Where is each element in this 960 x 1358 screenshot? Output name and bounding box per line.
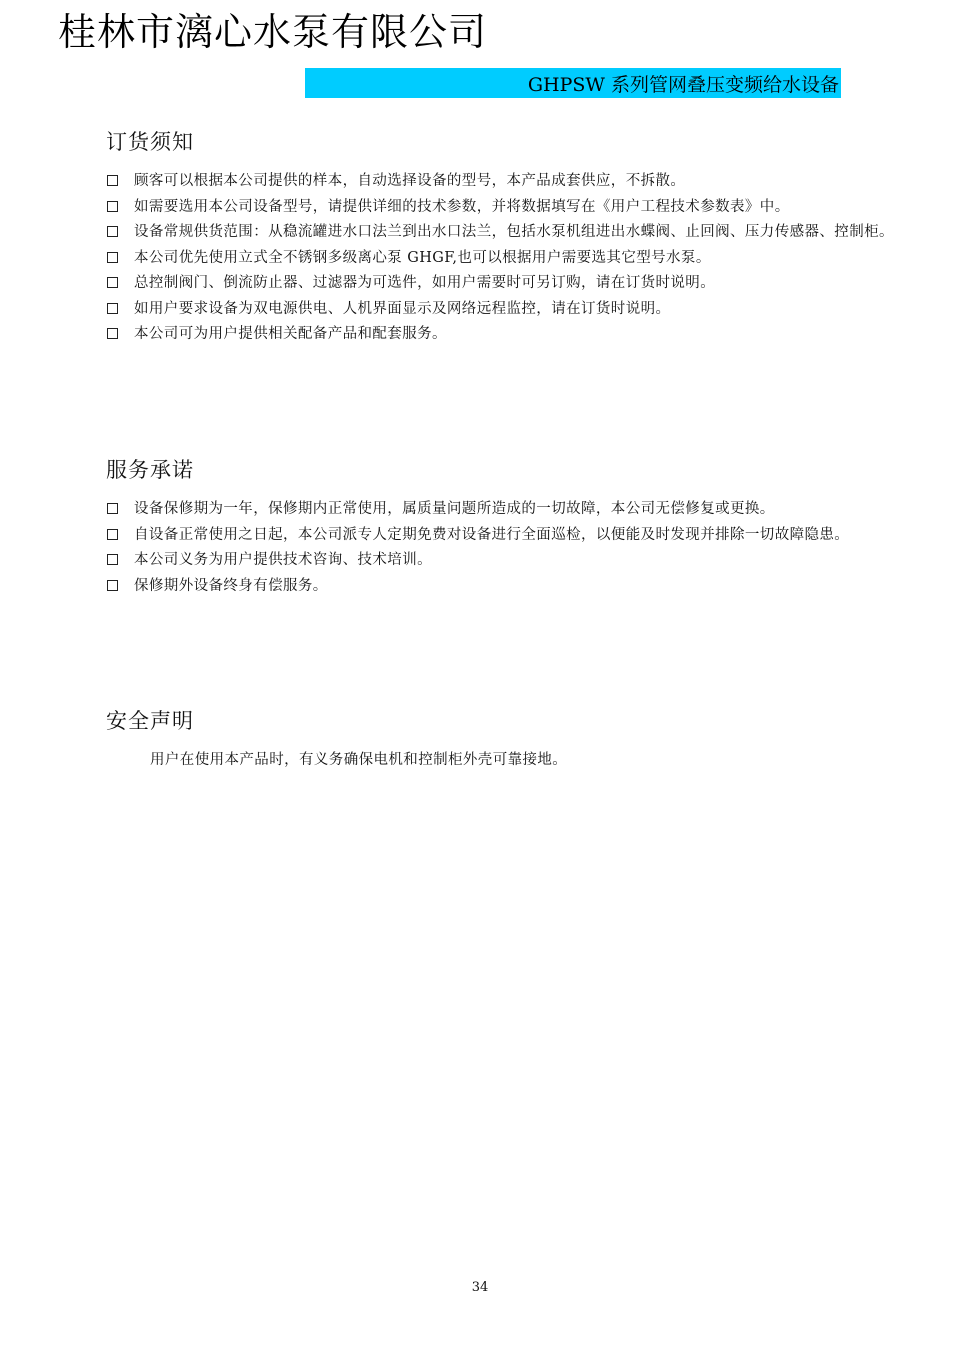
checkbox-bullet-icon <box>107 529 118 540</box>
list-item-text: 自设备正常使用之日起，本公司派专人定期免费对设备进行全面巡检，以便能及时发现并排除一切故障隐患。 <box>134 526 850 543</box>
list-item <box>106 297 906 323</box>
list-item <box>106 195 906 221</box>
ordering-notice-list <box>106 169 906 348</box>
section-title: 服务承诺 <box>106 458 194 482</box>
list-item-text: 总控制阀门、倒流防止器、过滤器为可选件，如用户需要时可另订购，请在订货时说明。 <box>134 275 716 291</box>
list-item <box>106 497 906 523</box>
checkbox-bullet-icon <box>107 503 118 514</box>
safety-statement-section <box>106 706 906 774</box>
checkbox-bullet-icon <box>107 303 118 314</box>
service-commitment-list <box>106 497 906 599</box>
company-name: 桂林市漓心水泵有限公司 <box>58 10 488 54</box>
list-item-text: 设备常规供货范围：从稳流罐进水口法兰到出水口法兰，包括水泵机组进出水蝶阀、止回阀、压力传感器、控制柜。 <box>134 224 894 240</box>
list-item-text: 如需要选用本公司设备型号，请提供详细的技术参数，并将数据填写在《用户工程技术参数表》中。 <box>134 198 790 215</box>
list-item <box>106 220 906 246</box>
product-series-banner: GHPSW 系列管网叠压变频给水设备 <box>305 68 841 98</box>
list-item <box>106 548 906 574</box>
checkbox-bullet-icon <box>107 226 118 237</box>
list-item <box>106 322 906 348</box>
service-commitment-section <box>106 455 906 599</box>
page-number: 34 <box>471 1280 489 1295</box>
list-item-text: 本公司义务为用户提供技术咨询、技术培训。 <box>134 552 432 568</box>
checkbox-bullet-icon <box>107 277 118 288</box>
checkbox-bullet-icon <box>107 328 118 339</box>
section-title: 安全声明 <box>106 709 194 733</box>
checkbox-bullet-icon <box>107 201 118 212</box>
list-item-text: 本公司可为用户提供相关配备产品和配套服务。 <box>134 326 447 342</box>
checkbox-bullet-icon <box>107 554 118 565</box>
checkbox-bullet-icon <box>107 175 118 186</box>
list-item <box>106 271 906 297</box>
list-item <box>106 169 906 195</box>
checkbox-bullet-icon <box>107 580 118 591</box>
list-item-text: 顾客可以根据本公司提供的样本，自动选择设备的型号，本产品成套供应，不拆散。 <box>134 173 686 189</box>
list-item-text: 设备保修期为一年，保修期内正常使用，属质量问题所造成的一切故障，本公司无偿修复或更换。 <box>134 501 775 517</box>
list-item <box>106 574 906 600</box>
list-item-text: 如用户要求设备为双电源供电、人机界面显示及网络远程监控，请在订货时说明。 <box>134 300 671 317</box>
list-item <box>106 246 906 272</box>
checkbox-bullet-icon <box>107 252 118 263</box>
list-item-text: 本公司优先使用立式全不锈钢多级离心泵 GHGF,也可以根据用户需要选其它型号水泵。 <box>134 249 711 266</box>
list-item-text: 保修期外设备终身有偿服务。 <box>134 577 328 594</box>
ordering-notice-section <box>106 127 906 348</box>
list-item <box>106 523 906 549</box>
section-title: 订货须知 <box>106 130 194 154</box>
safety-statement-text: 用户在使用本产品时，有义务确保电机和控制柜外壳可靠接地。 <box>150 752 568 768</box>
